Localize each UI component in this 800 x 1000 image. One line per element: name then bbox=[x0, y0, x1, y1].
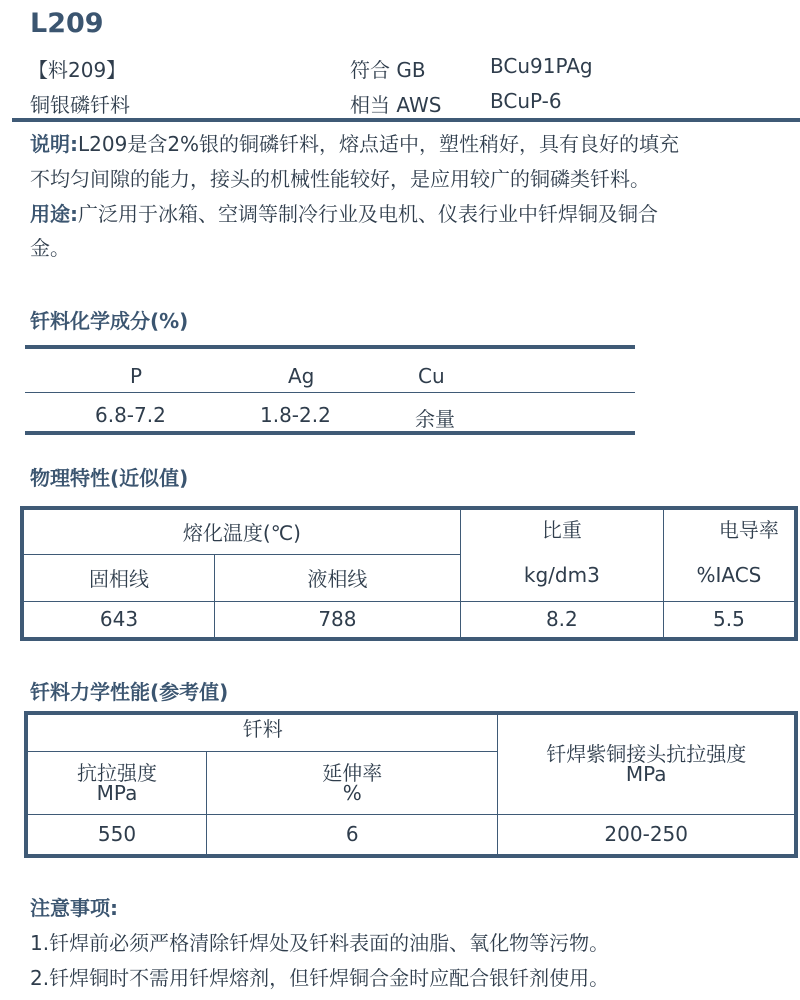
tensile-value: 550 bbox=[26, 814, 207, 856]
chem-header-ag: Ag bbox=[288, 364, 315, 388]
physical-properties-table bbox=[20, 506, 798, 641]
conductivity-unit: %IACS bbox=[696, 563, 762, 587]
filler-header: 钎料 bbox=[26, 713, 498, 751]
elongation-label: 延伸率 bbox=[322, 760, 383, 785]
conductivity-label: 电导率 bbox=[718, 518, 779, 542]
note-item: 2.钎焊铜时不需用钎焊熔剂，但钎焊铜合金时应配合银钎剂使用。 bbox=[30, 966, 610, 990]
chem-top-rule bbox=[25, 345, 635, 349]
desc-text: L209是含2%银的铜磷钎料，熔点适中，塑性稍好，具有良好的填充 bbox=[78, 132, 680, 156]
product-title: L209 bbox=[30, 8, 104, 39]
melt-header: 熔化温度(℃) bbox=[22, 508, 460, 554]
density-value: 8.2 bbox=[460, 601, 663, 639]
chem-value-p: 6.8-7.2 bbox=[95, 403, 166, 427]
gb-label: 符合 GB bbox=[350, 58, 426, 82]
name-cn: 铜银磷钎料 bbox=[30, 93, 130, 117]
note-item: 1.钎焊前必须严格清除钎焊处及钎料表面的油脂、氧化物等污物。 bbox=[30, 931, 610, 955]
chem-bottom-rule bbox=[25, 431, 635, 435]
elongation-unit: % bbox=[342, 780, 362, 805]
tensile-unit: MPa bbox=[96, 780, 138, 805]
solidus-value: 643 bbox=[22, 601, 215, 639]
elongation-header bbox=[207, 751, 498, 814]
usage-line1 bbox=[30, 198, 658, 227]
tensile-label: 抗拉强度 bbox=[77, 760, 157, 785]
aws-value: BCuP-6 bbox=[490, 89, 562, 113]
aws-label: 相当 AWS bbox=[350, 93, 442, 117]
elongation-value: 6 bbox=[207, 814, 498, 856]
chem-header-cu: Cu bbox=[418, 364, 445, 388]
joint-header bbox=[498, 713, 796, 814]
phys-heading: 物理特性(近似值) bbox=[30, 466, 189, 490]
liquidus-header: 液相线 bbox=[215, 554, 461, 601]
liquidus-value: 788 bbox=[215, 601, 461, 639]
desc-label: 说明: bbox=[30, 132, 78, 156]
chem-heading: 钎料化学成分(%) bbox=[30, 309, 189, 333]
notes-heading: 注意事项: bbox=[30, 896, 118, 920]
divider bbox=[12, 118, 800, 122]
chem-value-cu: 余量 bbox=[415, 407, 455, 431]
gb-value: BCu91PAg bbox=[490, 54, 593, 78]
joint-unit: MPa bbox=[625, 762, 667, 787]
mech-heading: 钎料力学性能(参考值) bbox=[30, 680, 229, 704]
use-text: 广泛用于冰箱、空调等制冷行业及电机、仪表行业中钎焊铜及铜合 bbox=[78, 202, 658, 226]
use-label: 用途: bbox=[30, 202, 78, 226]
conductivity-header bbox=[663, 508, 796, 601]
mechanical-properties-table bbox=[24, 711, 798, 858]
chem-value-ag: 1.8-2.2 bbox=[260, 403, 331, 427]
tensile-header bbox=[26, 751, 207, 814]
description-line2: 不均匀间隙的能力，接头的机械性能较好，是应用较广的铜磷类钎料。 bbox=[30, 167, 650, 191]
joint-strength-value: 200-250 bbox=[498, 814, 796, 856]
density-label: 比重 bbox=[541, 518, 582, 542]
density-unit: kg/dm3 bbox=[523, 563, 600, 587]
chem-mid-rule bbox=[25, 392, 635, 393]
grade-cn: 【料209】 bbox=[28, 58, 127, 82]
description-line1 bbox=[30, 128, 679, 157]
chem-header-p: P bbox=[130, 364, 143, 388]
conductivity-value: 5.5 bbox=[663, 601, 796, 639]
solidus-header: 固相线 bbox=[22, 554, 215, 601]
usage-line2: 金。 bbox=[30, 236, 70, 260]
density-header bbox=[460, 508, 663, 601]
joint-label: 钎焊紫铜接头抗拉强度 bbox=[546, 742, 747, 767]
